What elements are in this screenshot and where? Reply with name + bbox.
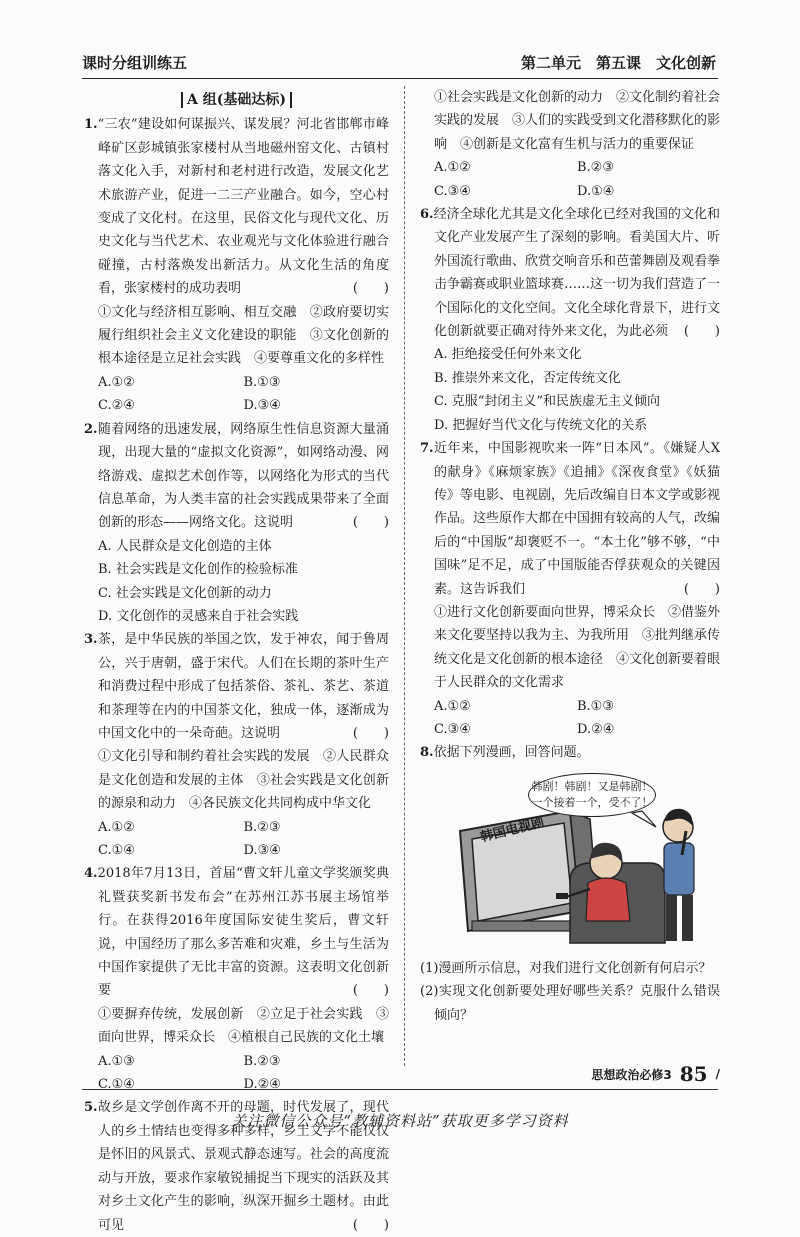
question-6: 6.经济全球化尤其是文化全球化已经对我国的文化和文化产业发展产生了深刻的影响。看美国大片、听外国流行歌曲、欣赏交响音乐和芭蕾舞剧及观看拳击争霸赛或职业篮球赛……这一切为我们营造了一个国际化的文化空间。文化全球化背景下，进行文化创新就要正确对待外来文化，为此必须 ( ) A. 拒绝接受任何外来文化 B. 推崇外来文化，否定传统文化 C. 克服“封闭主义”和民族虚无主义倾向 D. 把握好当代文化与传统文化的关系 [420, 203, 720, 437]
tv-screen-label: 韩国电视剧 [478, 814, 546, 846]
unit-lesson-title: 第二单元 第五课 文化创新 [520, 54, 716, 72]
book-title: 思想政治必修3 [591, 1067, 672, 1082]
question-4: 4.2018年7月13日，首届“曹文轩儿童文学奖颁奖典礼暨获奖新书发布会”在苏州江苏书展主场馆举行。在获得2016年度国际安徒生奖后，曹文轩说，中国经历了那么多苦难和灾难，乡土与生活为中国作家提供了无比丰富的资源。这表明文化创新要 ( ) ①要摒弃传统，发展创新 ②立足于社会实践 ③面向世界，博采众长 ④植根自己民族的文化土壤 A.①③ B.②③ C.①④ D.②④ [84, 866, 389, 1093]
right-column [420, 86, 720, 1027]
slash-mark: / [715, 1067, 720, 1081]
header-rule [82, 78, 718, 79]
question-1: 1.“三农”建设如何谋振兴、谋发展？河北省邯郸市峰峰矿区彭城镇张家楼村从当地磁州窑文化、古镇村落文化入手，对新村和老村进行改造，发展文化艺术旅游产业，促进一二三产业融合。如今，空心村变成了文化村。在这里，民俗文化与现代文化、历史文化与当代艺术、农业观光与文化体验进行融合碰撞，古村落焕发出新活力。从文化生活的角度看，张家楼村的成功表明 ( ) ①文化与经济相互影响、相互交融 ②政府要切实履行组织社会主义文化建设的职能 ③文化创新的根本途径是立足社会实践 ④要尊重文化的多样性 A.①② B.①③ C.②④ D.③④ [84, 117, 389, 414]
question-statements: ①进行文化创新要面向世界，博采众长 ②借鉴外来文化要坚持以我为主、为我所用 ③批判继承传统文化是文化创新的根本途径 ④文化创新要着眼于人民群众的文化需求 [434, 604, 721, 691]
speech-bubble: 韩剧！韩剧！又是韩剧！ 一个接着一个，受不了！ [528, 773, 656, 817]
section-title: A 组(基础达标) [84, 89, 389, 112]
choice: A. 人民群众是文化创造的主体 [98, 538, 272, 554]
question-8: 8.依据下列漫画，回答问题。 [420, 745, 590, 761]
answer-options: A.①② B.②③ [98, 819, 281, 835]
choice: C. 社会实践是文化创新的动力 [98, 585, 272, 601]
answer-options: A.①② B.①③ [98, 374, 281, 390]
question-8-subquestions: (1)漫画所示信息，对我们进行文化创新有何启示？ (2)实现文化创新要处理好哪些关系？克服什么错误倾向？ [420, 960, 720, 1023]
question-7: 7.近年来，中国影视吹来一阵“日本风”。《嫌疑人X的献身》《麻烦家族》《追捕》《深夜食堂》《妖猫传》等电影、电视剧，先后改编自日本文学或影视作品。这些原作大都在中国拥有较高的人气，改编后的“中国版”却褒贬不一。“本土化”够不够，“中国味”足不足，成了中国版能否俘获观众的关键因素。这告诉我们 ( ) ①进行文化创新要面向世界，博采众长 ②借鉴外来文化要坚持以我为主、为我所用 ③批判继承传统文化是文化创新的根本途径 ④文化创新要着眼于人民群众的文化需求 A.①② B.①③ C.③④ D.②④ [420, 441, 721, 737]
question-statements: ①文化与经济相互影响、相互交融 ②政府要切实履行组织社会主义文化建设的职能 ③文化创新的根本途径是立足社会实践 ④要尊重文化的多样性 [98, 304, 389, 367]
question-5-continued: ①社会实践是文化创新的动力 ②文化制约着社会实践的发展 ③人们的实践受到文化潜移默化的影响 ④创新是文化富有生机与活力的重要保证 A.①② B.②③ C.③④ D.①④ [420, 86, 720, 203]
left-column [84, 86, 389, 1237]
choice: B. 社会实践是文化创作的检验标准 [98, 562, 298, 578]
question-5: 5.故乡是文学创作离不开的母题，时代发展了，现代人的乡土情结也变得多种多样，乡土文学不能仅仅是怀旧的风景式、景观式静态速写。社会的高度流动与开放，要求作家敏锐捕捉当下现实的活跃及其对乡土文化产生的影响，纵深开掘乡土题材。由此可见 ( ) [84, 1100, 389, 1233]
question-statements: ①要摒弃传统，发展创新 ②立足于社会实践 ③面向世界，博采众长 ④植根自己民族的文化土壤 [98, 1006, 389, 1046]
question-3: 3.茶，是中华民族的举国之饮，发于神农，闻于鲁周公，兴于唐朝，盛于宋代。人们在长期的茶叶生产和消费过程中形成了包括茶俗、茶礼、茶艺、茶道和茶理等在内的中国茶文化，独成一体，逐渐成为中国文化中的一朵奇葩。这说明 ( ) ①文化引导和制约着社会实践的发展 ②人民群众是文化创造和发展的主体 ③社会实践是文化创新的源泉和动力 ④各民族文化共同构成中华文化 A.①② B.②③ C.①④ D.③④ [84, 632, 389, 858]
choice: B. 推崇外来文化，否定传统文化 [434, 370, 621, 386]
footer-note: 关注微信公众号“教辅资料站”获取更多学习资料 [231, 1112, 569, 1130]
choice: D. 文化创作的灵感来自于社会实践 [98, 608, 299, 624]
worksheet-title: 课时分组训练五 [82, 54, 188, 72]
column-divider [404, 86, 405, 1066]
answer-options: A.①② B.①③ [434, 698, 614, 714]
cartoon-illustration [420, 771, 720, 949]
question-statements: ①社会实践是文化创新的动力 ②文化制约着社会实践的发展 ③人们的实践受到文化潜移默化的影响 ④创新是文化富有生机与活力的重要保证 [434, 90, 721, 152]
choice: C. 克服“封闭主义”和民族虚无主义倾向 [434, 394, 661, 410]
page-number: 85 [679, 1062, 708, 1086]
question-statements: ①文化引导和制约着社会实践的发展 ②人民群众是文化创造和发展的主体 ③社会实践是文化创新的源泉和动力 ④各民族文化共同构成中华文化 [98, 749, 389, 812]
answer-options: A.①② B.②③ [434, 160, 614, 176]
footer-book-info [591, 1062, 720, 1086]
choice: A. 拒绝接受任何外来文化 [434, 347, 582, 363]
footer-rule [82, 1089, 718, 1090]
choice: D. 把握好当代文化与传统文化的关系 [434, 417, 648, 433]
answer-options: A.①③ B.②③ [98, 1053, 281, 1069]
question-2: 2.随着网络的迅速发展，网络原生性信息资源大量涌现，出现大量的“虚拟文化资源”，如网络动漫、网络游戏、虚拟艺术创作等，以网络化为形式的当代信息革命，为人类丰富的社会实践成果带来了全面创新的形态——网络文化。这说明 ( ) A. 人民群众是文化创造的主体 B. 社会实践是文化创作的检验标准 C. 社会实践是文化创新的动力 D. 文化创作的灵感来自于社会实践 [84, 418, 389, 629]
